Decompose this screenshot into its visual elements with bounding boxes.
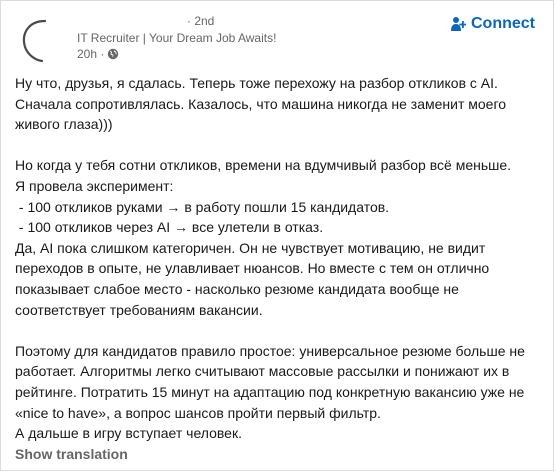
post-line: Ну что, друзья, я сдалась. Теперь тоже перехожу на разбор откликов с AI. <box>15 75 498 91</box>
post-header <box>1 1 553 71</box>
post-line: Поэтому для кандидатов правило простое: универсальное резюме больше не <box>15 342 525 359</box>
post-meta <box>77 47 119 61</box>
post-line: А дальше в игру вступает человек. <box>15 425 242 442</box>
post-line: Да, AI пока слишком категоричен. Он не чувствует мотивацию, не видит <box>15 239 486 256</box>
post-time: 20h · <box>77 47 105 61</box>
paragraph-gap <box>15 320 541 341</box>
avatar[interactable] <box>15 15 63 63</box>
post-line: рейтинге. Потратить 15 минут на адаптацию под конкретную вакансию уже не <box>15 383 525 400</box>
add-person-icon <box>450 16 466 32</box>
paragraph-gap <box>15 135 541 156</box>
post-line: Но когда у тебя сотни откликов, времени на вдумчивый разбор всё меньше. <box>15 157 512 174</box>
post-line: Сначала сопротивлялась. Казалось, что машина никогда не заменит моего <box>15 95 507 112</box>
author-headline: IT Recruiter | Your Dream Job Awaits! <box>77 31 277 45</box>
avatar-image <box>15 15 63 63</box>
post-line: соответствует требованиям вакансии. <box>15 301 263 318</box>
connect-label: Connect <box>471 15 535 32</box>
post-line: - 100 откликов руками → в работу пошли 15 кандидатов. <box>15 198 390 215</box>
post-line: живого глаза))) <box>15 116 113 133</box>
post-text <box>15 73 541 444</box>
post-line: показывает слабое место - насколько резюме кандидата вообще не <box>15 280 459 297</box>
post-line: работает. Алгоритмы легко считывают массовые рассылки и понижают их в <box>15 363 510 380</box>
connection-degree: · 2nd <box>187 14 215 28</box>
post-line: переходов в опыте, не улавливает нюансов. Но вместе с тем он отлично <box>15 260 490 277</box>
show-translation-link[interactable]: Show translation <box>15 446 128 462</box>
post-line: «nice to have», а вопрос шансов пройти первый фильтр. <box>15 404 381 421</box>
post-line: - 100 откликов через AI → все улетели в отказ. <box>15 219 324 236</box>
globe-icon <box>107 48 119 60</box>
author-name-redacted[interactable] <box>77 15 185 25</box>
connect-button[interactable] <box>450 15 535 33</box>
post-line: Я провела эксперимент: <box>15 177 174 194</box>
